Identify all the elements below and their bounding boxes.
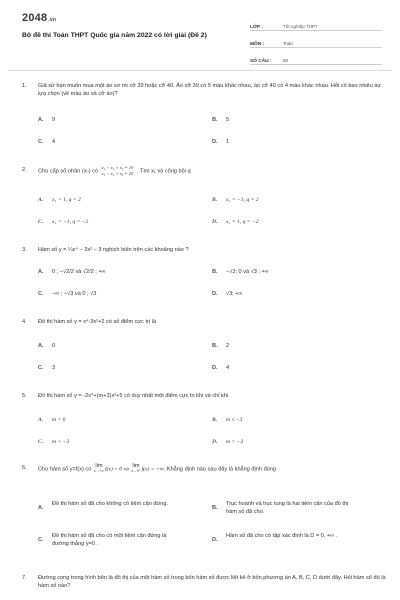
option-b[interactable]: B. 5 bbox=[212, 117, 230, 123]
equation-system: x₂ − x₄ + x₅ = 10 x₃ − x₅ + x₆ = 20 bbox=[101, 165, 134, 176]
option-b[interactable]: B. Trục hoành và trục tung là hai tiệm cận của đồ thị hàm số đã cho. bbox=[212, 501, 349, 515]
meta-label: SỐ CÂU : bbox=[250, 59, 272, 64]
meta-row-count bbox=[250, 50, 382, 65]
question-text: Cho hàm số y=f(x) có lim x→+∞ f(x) = 0 và lim x→0⁺ f(x) = +∞. Khẳng định nào sau đây là khẳng định đúng bbox=[38, 463, 277, 473]
option-a[interactable]: A. 0 bbox=[38, 343, 56, 349]
option-d[interactable]: D. m > −3 bbox=[212, 439, 244, 445]
question-number: 3. bbox=[22, 247, 27, 253]
question-text: Đường cong trong hình bên là đồ thị của một hàm số trong bốn hàm số được liệt kê ở bốn phương án A, B, C, D dưới đây. Hỏi hàm số đó là hàm số nào? bbox=[38, 575, 386, 589]
question-number: 7. bbox=[22, 575, 27, 581]
option-c[interactable]: C. Đồ thị hàm số đã cho có một tiệm cận đứng là đường thẳng y=0 . bbox=[38, 533, 167, 547]
limit-expression: lim x→+∞ bbox=[93, 463, 104, 473]
option-d[interactable]: D. Hàm số đã cho có tập xác định là D = 0, +∞ . bbox=[212, 533, 338, 543]
meta-value: Tốt nghiệp THPT bbox=[283, 24, 318, 29]
option-a[interactable]: A. x₁ = 1, q = 2 bbox=[38, 197, 81, 203]
question-number: 6. bbox=[22, 465, 27, 471]
question-number: 2. bbox=[22, 167, 27, 173]
option-a[interactable]: A. 9 bbox=[38, 117, 56, 123]
limit-expression: lim x→0⁺ bbox=[131, 463, 141, 473]
header-divider bbox=[8, 70, 392, 71]
meta-value: 50 bbox=[283, 58, 289, 63]
option-c[interactable]: C. m < −3 bbox=[38, 439, 70, 445]
meta-row-class bbox=[250, 16, 382, 31]
option-b[interactable]: B. m ≤ −3 bbox=[212, 417, 243, 423]
question-text: Đồ thị hàm số y = -2x⁴+(m+3)x²+5 có duy nhất một điểm cực trị khi và chỉ khi bbox=[38, 393, 229, 399]
option-d[interactable]: D. 1 bbox=[212, 139, 230, 145]
question-text: Hàm số y = ¼x⁴ − 3x² − 3 nghịch biến trên các khoảng nào ? bbox=[38, 247, 189, 253]
option-c[interactable]: C. 4 bbox=[38, 139, 56, 145]
meta-value: Toán bbox=[283, 41, 293, 46]
site-logo[interactable]: 2048.vn bbox=[22, 12, 57, 24]
question-number: 5. bbox=[22, 393, 27, 399]
meta-label: LỚP : bbox=[250, 25, 264, 30]
question-number: 1. bbox=[22, 83, 27, 89]
option-d[interactable]: D. x₁ = 1, q = −2 bbox=[212, 219, 259, 225]
option-b[interactable]: B. 2 bbox=[212, 343, 230, 349]
option-b[interactable]: B. −√3; 0 và √3 ; +∞ bbox=[212, 269, 269, 275]
exam-title: Bộ đề thi Toán THPT Quốc gia năm 2022 có lời giải (Đề 2) bbox=[22, 32, 207, 39]
option-d[interactable]: D. √3; +∞ bbox=[212, 291, 243, 297]
option-a[interactable]: A. Đồ thị hàm số đã cho không có tiệm cận đứng. bbox=[38, 501, 168, 511]
page-header bbox=[0, 0, 400, 74]
meta-row-subject bbox=[250, 33, 382, 48]
option-c[interactable]: C. 3 bbox=[38, 365, 56, 371]
option-a[interactable]: A. 0 ; −√2/2 và √2/2 ; +∞ bbox=[38, 269, 106, 275]
option-c[interactable]: C. −∞ ; −√3 và 0 ; √3 bbox=[38, 291, 97, 297]
question-text: Giả sử bạn muốn mua một áo sơ mi cỡ 39 hoặc cỡ 40. Áo cỡ 39 có 5 màu khác nhau, áo cỡ 40 có 4 màu khác nhau. Hỏi có bao nhiêu sự lựa chọn (về màu áo và cỡ áo)? bbox=[38, 83, 381, 97]
option-b[interactable]: B. x₁ = −1, q = 2 bbox=[212, 197, 259, 203]
option-a[interactable]: A. m = 0 bbox=[38, 417, 66, 423]
meta-label: MÔN : bbox=[250, 42, 265, 47]
option-c[interactable]: C. x₁ = −1, q = −2 bbox=[38, 219, 89, 225]
option-d[interactable]: D. 4 bbox=[212, 365, 230, 371]
question-text: Đồ thị hàm số y = x⁴-3x²+2 có số điểm cực trị là bbox=[38, 319, 157, 325]
question-text: Cho cấp số nhân (xₙ) có x₂ − x₄ + x₅ = 10 x₃ − x₅ + x₆ = 20 . Tìm x₁ và công bội q bbox=[38, 165, 191, 176]
question-number: 4. bbox=[22, 319, 27, 325]
exam-meta bbox=[250, 16, 382, 67]
